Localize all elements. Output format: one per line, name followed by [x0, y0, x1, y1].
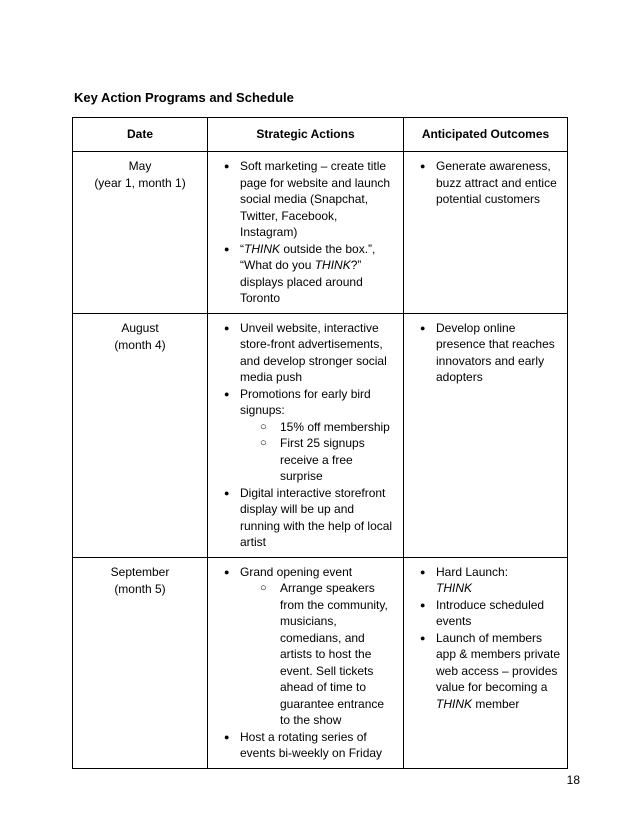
bullet-icon: ●: [420, 599, 426, 610]
outcomes-cell: [404, 557, 568, 768]
action-subitem: ○ First 25 signups receive a free surprise: [260, 436, 365, 483]
table-row: [73, 557, 568, 768]
table-row: [73, 152, 568, 314]
action-subitem: ○ Arrange speakers from the community, musicians, comedians, and artists to host the event. Sell tickets ahead of time to guarantee entrance to the show: [260, 581, 388, 727]
date-cell: [73, 313, 208, 557]
actions-cell: [208, 313, 404, 557]
column-header-anticipated-outcomes: Anticipated Outcomes: [404, 118, 568, 152]
date-period: (year 1, month 1): [94, 176, 186, 190]
bullet-icon: ●: [224, 731, 230, 742]
action-item: ● Host a rotating series of events bi-weekly on Friday: [224, 729, 383, 760]
column-header-strategic-actions: Strategic Actions: [208, 118, 404, 152]
date-period: (month 5): [114, 581, 166, 596]
bullet-icon: ●: [224, 161, 230, 171]
outcome-item: ● Develop online presence that reaches innovators and early adopters: [420, 320, 555, 384]
date-cell: [73, 152, 208, 314]
bullet-icon: ●: [224, 566, 230, 577]
actions-cell: [208, 557, 404, 768]
table-header-row: [73, 118, 568, 152]
outcome-item: ● Hard Launch: THINK: [420, 564, 509, 595]
outcome-item: ● Launch of members app & members private web access – provides value for becoming a THINK member: [420, 630, 561, 711]
bullet-icon: ●: [224, 487, 230, 498]
actions-cell: [208, 152, 404, 314]
outcome-item: ● Introduce scheduled events: [420, 597, 545, 628]
section-heading: Key Action Programs and Schedule: [74, 90, 294, 105]
bullet-icon: ●: [420, 566, 426, 577]
date-month: May: [128, 159, 152, 173]
table-row: [73, 313, 568, 557]
date-cell: [73, 557, 208, 768]
action-subitem: ○ 15% off membership: [260, 419, 390, 434]
action-item: ● Soft marketing – create title page for website and launch social media (Snapchat, Twitter, Facebook, Instagram): [224, 159, 391, 239]
circle-bullet-icon: ○: [260, 420, 267, 433]
date-period: (month 4): [114, 337, 166, 352]
date-month: September: [110, 564, 170, 579]
outcomes-cell: [404, 152, 568, 314]
outcome-item: ● Generate awareness, buzz attract and entice potential customers: [420, 159, 557, 206]
action-item: ● “THINK outside the box.”, “What do you THINK?” displays placed around Toronto: [224, 241, 376, 305]
outcomes-cell: [404, 313, 568, 557]
circle-bullet-icon: ○: [260, 582, 267, 594]
bullet-icon: ●: [224, 322, 230, 333]
circle-bullet-icon: ○: [260, 437, 267, 449]
schedule-table: [72, 117, 568, 769]
bullet-icon: ●: [420, 161, 426, 171]
bullet-icon: ●: [224, 388, 230, 399]
action-item: ● Grand opening event ○ Arrange speakers from the community, musicians, comedians, and artists to host the event. Sell tickets ahead of time to guarantee entrance to the show: [214, 564, 397, 729]
action-item: ● Unveil website, interactive store-front advertisements, and develop stronger social media push: [224, 320, 387, 384]
action-item: ● Promotions for early bird signups: ○ 15% off membership ○ First 25 signups receive a free surprise: [214, 386, 397, 485]
column-header-date: Date: [73, 118, 208, 152]
date-month: August: [121, 320, 159, 335]
bullet-icon: ●: [420, 322, 426, 333]
action-item: ● Digital interactive storefront display will be up and running with the help of local artist: [224, 485, 393, 549]
bullet-icon: ●: [420, 632, 426, 643]
bullet-icon: ●: [224, 243, 230, 254]
page-number: 18: [566, 773, 580, 787]
